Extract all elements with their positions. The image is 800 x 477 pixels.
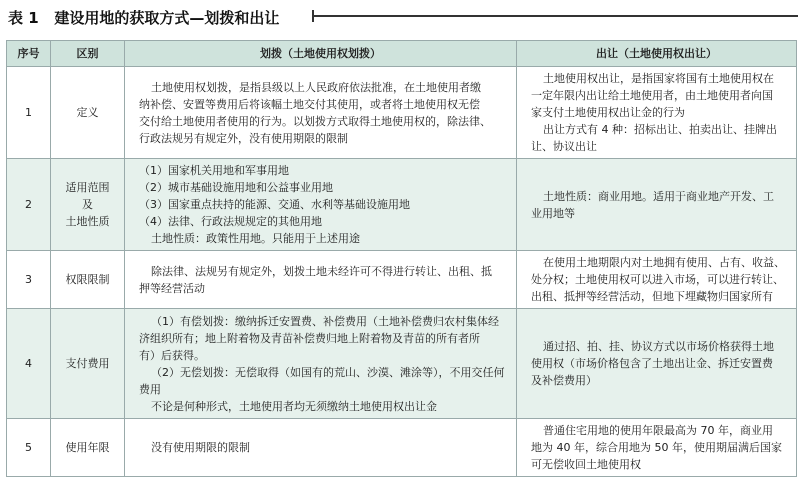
row-category: 权限限制 xyxy=(51,251,125,309)
row-category: 适用范围 及 土地性质 xyxy=(51,159,125,251)
row-category: 使用年限 xyxy=(51,419,125,477)
table-row xyxy=(7,309,797,419)
transfer-cell: 土地使用权出让，是指国家将国有土地使用权在 一定年限内出让给土地使用者，由土地使用者向国 家支付土地使用权出让金的行为 出让方式有 4 种：招标出让、拍卖出让、挂牌出 让、协议出让 xyxy=(517,67,797,159)
row-number: 5 xyxy=(7,419,51,477)
table-header-row xyxy=(7,41,797,67)
table-row xyxy=(7,159,797,251)
table-caption xyxy=(0,0,800,32)
table-label: 表 1 xyxy=(8,9,39,27)
allocation-cell: 土地使用权划拨，是指县级以上人民政府依法批准，在土地使用者缴 纳补偿、安置等费用后将该幅土地交付其使用，或者将土地使用权无偿 交付给土地使用者使用的行为。以划拨方式取得土地使用权的，除法律、 行政法规另有规定外，没有使用期限的限制 xyxy=(125,67,517,159)
header-transfer: 出让（土地使用权出让） xyxy=(517,41,797,67)
transfer-cell: 通过招、拍、挂、协议方式以市场价格获得土地 使用权（市场价格包含了土地出让金、拆迁安置费 及补偿费用） xyxy=(517,309,797,419)
row-number: 4 xyxy=(7,309,51,419)
header-num: 序号 xyxy=(7,41,51,67)
header-category: 区别 xyxy=(51,41,125,67)
row-number: 2 xyxy=(7,159,51,251)
header-allocation: 划拨（土地使用权划拨） xyxy=(125,41,517,67)
title-rule xyxy=(312,15,798,17)
table-row xyxy=(7,251,797,309)
allocation-cell: （1）有偿划拨：缴纳拆迁安置费、补偿费用（土地补偿费归农村集体经 济组织所有；地上附着物及青苗补偿费归地上附着物及青苗的所有者所 有）后获得。 （2）无偿划拨：无偿取得（如国有的荒山、沙漠、滩涂等），不用交任何 费用 不论是何种形式，土地使用者均无须缴纳土地使用权出让金 xyxy=(125,309,517,419)
transfer-cell: 土地性质：商业用地。适用于商业地产开发、工 业用地等 xyxy=(517,159,797,251)
row-category: 定义 xyxy=(51,67,125,159)
table-row xyxy=(7,67,797,159)
allocation-cell: 没有使用期限的限制 xyxy=(125,419,517,477)
allocation-cell: （1）国家机关用地和军事用地 （2）城市基础设施用地和公益事业用地 （3）国家重点扶持的能源、交通、水利等基础设施用地 （4）法律、行政法规规定的其他用地 土地性质：政策性用地。只能用于上述用途 xyxy=(125,159,517,251)
transfer-cell: 普通住宅用地的使用年限最高为 70 年，商业用 地为 40 年，综合用地为 50 年，使用期届满后国家 可无偿收回土地使用权 xyxy=(517,419,797,477)
transfer-cell: 在使用土地期限内对土地拥有使用、占有、收益、 处分权；土地使用权可以进入市场，可以进行转让、 出租、抵押等经营活动，但地下埋藏物归国家所有 xyxy=(517,251,797,309)
allocation-cell: 除法律、法规另有规定外，划拨土地未经许可不得进行转让、出租、抵 押等经营活动 xyxy=(125,251,517,309)
table-title xyxy=(8,7,279,28)
table-row xyxy=(7,419,797,477)
row-number: 1 xyxy=(7,67,51,159)
comparison-table xyxy=(6,40,797,477)
row-category: 支付费用 xyxy=(51,309,125,419)
table-title-text: 建设用地的获取方式—划拨和出让 xyxy=(54,9,280,27)
row-number: 3 xyxy=(7,251,51,309)
